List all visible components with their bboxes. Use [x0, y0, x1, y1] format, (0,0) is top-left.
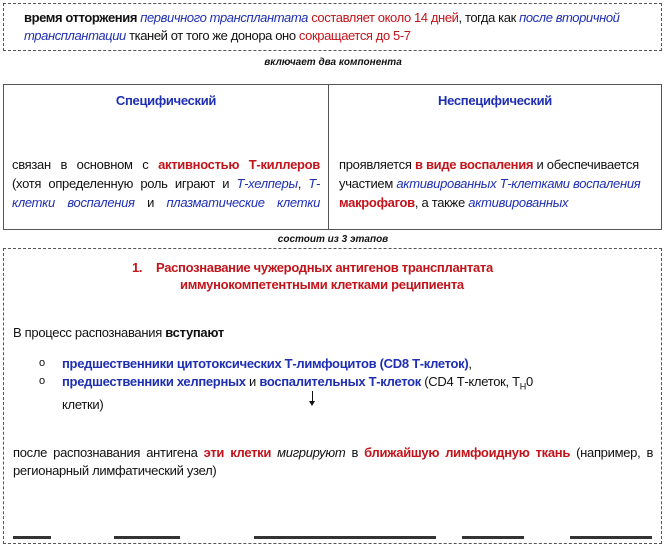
stage1-item2: предшественники хелперных и воспалительных Т-клеток (CD4 Т-клеток, $Т_Н0$ клетки) — [62, 374, 533, 412]
nonspecific-title: Неспецифический — [438, 93, 552, 108]
clipped-text-fragment — [13, 536, 51, 539]
specific-column — [4, 85, 329, 229]
components-label: включает два компонента — [264, 57, 402, 68]
clipped-text-fragment — [254, 536, 436, 539]
stage-box — [3, 248, 662, 544]
stage1-item1: предшественники цитотоксических Т-лимфоцитов (CD8 Т-клеток), — [62, 356, 472, 371]
bullet-icon: o — [39, 357, 46, 369]
bullet-icon: o — [39, 375, 46, 387]
clipped-text-fragment — [114, 536, 180, 539]
specific-text: связан в основном с активностью Т-киллеров (хотя определенную роль играют и Т-хелперы, Т-клетки воспаления и плазматические клетки — [12, 157, 321, 210]
stage1-title — [132, 259, 602, 293]
clipped-text-fragment — [570, 536, 652, 539]
intro-box — [3, 3, 662, 51]
intro-text: время отторжения первичного трансплантата составляет около 14 дней, тогда как после вторичной трансплантации тканей от того же донора оно сокращается до 5-7 — [24, 10, 620, 43]
nonspecific-text: проявляется в виде воспаления и обеспечивается участием активированных Т-клетками воспаления макрофагов, а также активированных — [339, 157, 641, 210]
stage1-title-line1: Распознавание чужеродных антигенов трансплантата — [156, 260, 493, 275]
nonspecific-column — [329, 85, 661, 229]
specific-title: Специфический — [115, 93, 217, 108]
stage1-title-line2: иммунокомпетентными клетками реципиента — [180, 277, 464, 292]
clipped-text-fragment — [462, 536, 524, 539]
components-table — [3, 84, 662, 230]
stage1-intro: В процесс распознавания вступают — [13, 325, 224, 340]
arrow-down-icon — [312, 391, 313, 403]
stage1-number: 1. — [132, 260, 143, 275]
stages-label: состоит из 3 этапов — [277, 234, 389, 245]
stage1-after: после распознавания антигена эти клетки мигрируют в ближайшую лимфоидную ткань (например, в регионарный лимфатический узел) — [13, 445, 654, 478]
